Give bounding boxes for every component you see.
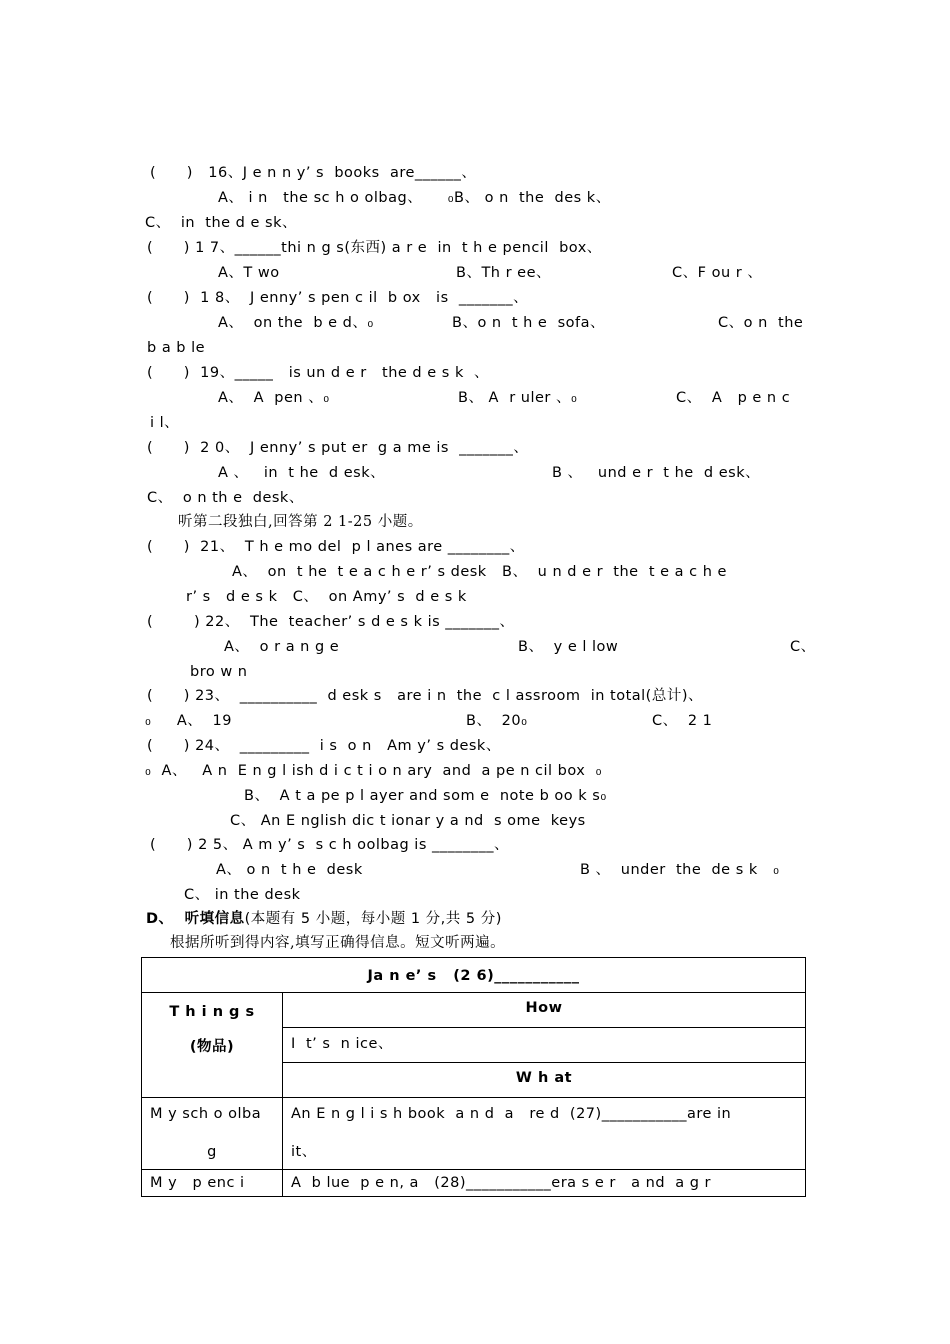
section-d-instruction: 根据所听到得内容,填写正确得信息。短文听两遍。 [170,935,506,951]
question-19-option-b: B、 A r uler 、₀ [458,390,578,406]
question-22-option-c: C、 [790,639,816,655]
question-23-stem: ( ) 23、 __________ d esk s are i n the c l assroom in total(总计)、 [147,688,703,704]
question-19-option-a: A、 A pen 、₀ [218,390,330,406]
question-22-option-c-cont: bro w n [190,664,248,680]
question-24-option-a: ₀ A、 A n E n g l ish d i c t i o n ary and a pe n cil box ₀ [145,763,602,779]
question-16-stem: ( ) 16、J e n n y’ s books are______、 [150,165,477,181]
question-24-option-b: B、 A t a pe p l ayer and som e note b oo k s₀ [244,788,607,804]
how-header: How [283,993,806,1028]
question-19-stem: ( ) 19、_____ is un d e r the d e s k 、 [147,365,490,381]
question-25-option-b: B 、 under the de s k ₀ [580,862,780,878]
question-18-option-c: C、o n the [718,315,804,331]
question-22-option-b: B、 y e l low [518,639,619,655]
question-21-options-cont: r’ s d e s k C、 on Amy’ s d e s k [186,589,467,605]
question-22-option-a: A、 o r a n g e [224,639,340,655]
question-25-option-c: C、 in the desk [184,887,301,903]
question-17-option-c: C、F ou r 、 [672,265,763,281]
section-d-heading [146,909,502,929]
section-d-label: D、 听填信息 [146,911,245,927]
question-19-option-c: C、 A p e n c [676,390,791,406]
row-pencilbox-what: A b lue p e n, a (28)___________era s e r a nd a g r [283,1170,806,1197]
row-schoolbag-what [283,1098,806,1170]
question-17-option-a: A、T wo [218,265,280,281]
question-21-options: A、 on t he t e a c h e r’ s desk B、 u n d e r the t e a c h e [232,564,727,580]
question-20-option-c: C、 o n th e desk、 [147,490,304,506]
question-22-stem: ( ) 22、 The teacher’ s d e s k is _______、 [147,614,515,630]
row-schoolbag-what-line2: it、 [291,1144,317,1160]
question-25-option-a: A、 o n t h e desk [216,862,363,878]
question-23-option-b: B、 20₀ [466,713,528,729]
question-24-option-c: C、 An E nglish dic t ionar y a nd s ome keys [230,813,586,829]
question-20-option-a: A 、 in t he d esk、 [218,465,386,481]
things-header [142,993,283,1098]
row-schoolbag-thing [142,1098,283,1170]
things-label: T h i n g s [169,1004,255,1020]
section-d-note: (本题有 5 小题，每小题 1 分,共 5 分) [244,911,502,927]
question-17-option-b: B、Th r ee、 [456,265,552,281]
question-17-stem: ( ) 1 7、______thi n g s(东西) a r e in t h e pencil box、 [147,240,602,256]
question-16-options: A、 i n the sc h o olbag、 ₀B、 o n the des k、 [218,190,611,206]
row-schoolbag-what-line1: An E n g l i s h book a n d a re d (27)___________are in [291,1106,732,1122]
info-table [141,957,806,1197]
question-23-option-c: C、 2 1 [652,713,713,729]
row-schoolbag-thing-line2: g [207,1144,217,1160]
row-pencilbox-thing: M y p enc i [142,1170,283,1197]
question-18-option-b: B、o n t h e sofa、 [452,315,605,331]
things-chinese-label: (物品) [189,1039,235,1055]
row-schoolbag-thing-line1: M y sch o olba [150,1106,262,1122]
question-18-option-a: A、 on the b e d、₀ [218,315,374,331]
question-23-option-a: ₀ A、 19 [145,713,232,729]
what-header: W h at [283,1063,806,1098]
question-25-stem: ( ) 2 5、 A m y’ s s c h oolbag is ________、 [150,837,509,853]
question-21-stem: ( ) 21、 T h e mo del p l anes are ________、 [147,539,525,555]
question-16-option-c: C、 in the d e sk、 [145,215,297,231]
table-title: Ja n e’ s (2 6)___________ [142,958,806,993]
how-value: I t’ s n ice、 [283,1028,806,1063]
question-24-stem: ( ) 24、 _________ i s o n Am y’ s desk、 [147,738,501,754]
question-20-stem: ( ) 2 0、 J enny’ s put er g a me is _______、 [147,440,529,456]
question-18-stem: ( ) 1 8、 J enny’ s pen c il b ox is _______、 [147,290,529,306]
question-20-option-b: B 、 und e r t he d esk、 [552,465,761,481]
question-18-option-c-cont: b a b le [147,340,206,356]
section-instruction: 听第二段独白,回答第 2 1-25 小题。 [178,514,423,530]
question-19-option-c-cont: i l、 [150,415,180,431]
